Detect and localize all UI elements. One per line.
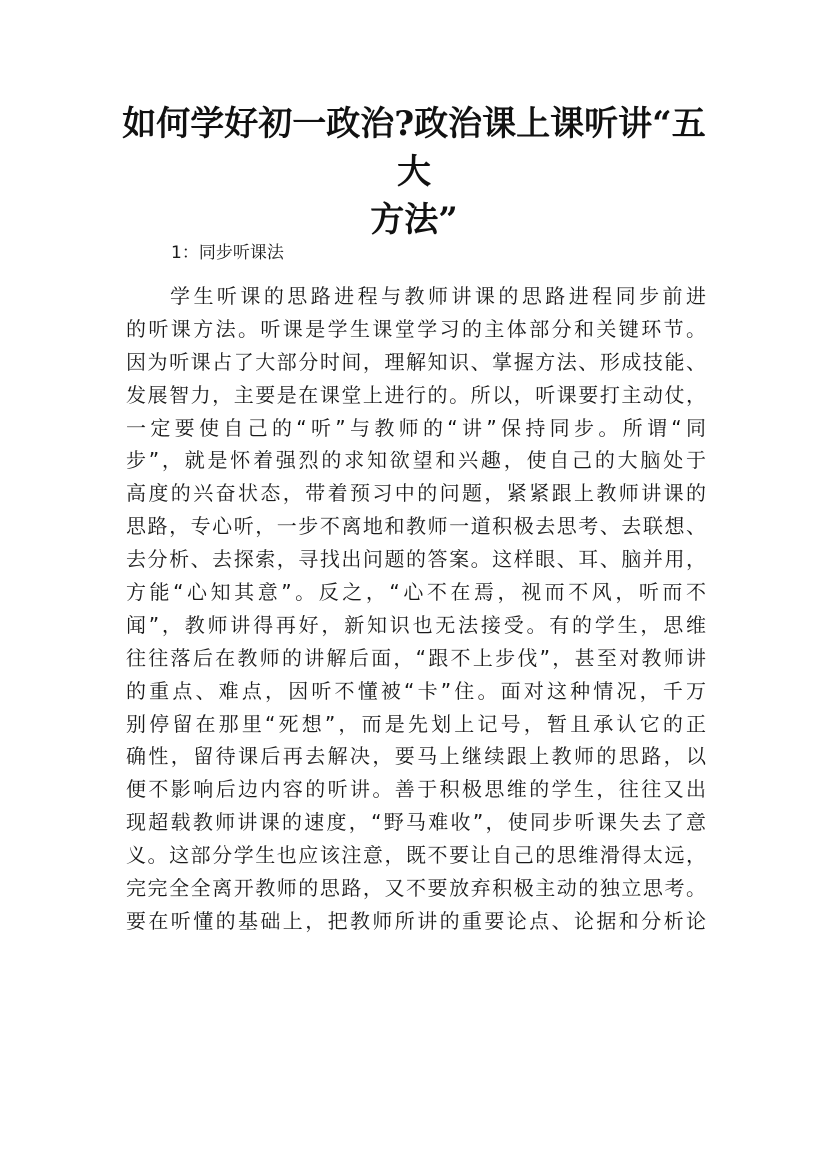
paragraph-line: 现超载教师讲课的速度，“野马难收”，使同步听课失去了意 — [126, 810, 706, 835]
paragraph-line: 别停留在那里“死想”，而是先划上记号，暂且承认它的正 — [126, 711, 706, 736]
document-title — [112, 100, 716, 244]
body-paragraph — [126, 280, 706, 938]
paragraph-line: 方能“心知其意”。反之，“心不在焉，视而不风，听而不 — [126, 580, 706, 605]
paragraph-line: 一定要使自己的“听”与教师的“讲”保持同步。所谓“同 — [126, 415, 706, 440]
title-line: 如何学好初一政治?政治课上课听讲“五大 — [122, 104, 706, 192]
paragraph-line: 的重点、难点，因听不懂被“卡”住。面对这种情况，千万 — [126, 678, 706, 703]
paragraph-line: 学生听课的思路进程与教师讲课的思路进程同步前进 — [170, 284, 706, 308]
paragraph-line: 因为听课占了大部分时间，理解知识、掌握方法、形成技能、 — [126, 349, 706, 374]
title-line: 方法” — [370, 200, 458, 240]
paragraph-line: 便不影响后边内容的听讲。善于积极思维的学生，往往又出 — [126, 777, 706, 802]
paragraph-line: 思路，专心听，一步不离地和教师一道积极去思考、去联想、 — [126, 514, 706, 539]
paragraph-line: 确性，留待课后再去解决，要马上继续跟上教师的思路，以 — [126, 744, 706, 769]
paragraph-line: 闻”，教师讲得再好，新知识也无法接受。有的学生，思维 — [126, 612, 706, 637]
paragraph-line: 高度的兴奋状态，带着预习中的问题，紧紧跟上教师讲课的 — [126, 481, 706, 506]
paragraph-line: 义。这部分学生也应该注意，既不要让自己的思维滑得太远， — [126, 843, 706, 868]
paragraph-line: 完完全全离开教师的思路，又不要放弃积极主动的独立思考。 — [126, 876, 706, 901]
paragraph-line: 往往落后在教师的讲解后面，“跟不上步伐”，甚至对教师讲 — [126, 645, 706, 670]
section-heading: 1：同步听课法 — [171, 243, 284, 263]
paragraph-line: 要在听懂的基础上，把教师所讲的重要论点、论据和分析论 — [126, 908, 706, 933]
paragraph-line: 步”，就是怀着强烈的求知欲望和兴趣，使自己的大脑处于 — [126, 448, 706, 473]
paragraph-line: 的听课方法。听课是学生课堂学习的主体部分和关键环节。 — [126, 316, 706, 341]
paragraph-line: 发展智力，主要是在课堂上进行的。所以，听课要打主动仗， — [126, 382, 706, 407]
paragraph-line: 去分析、去探索，寻找出问题的答案。这样眼、耳、脑并用， — [126, 547, 706, 572]
